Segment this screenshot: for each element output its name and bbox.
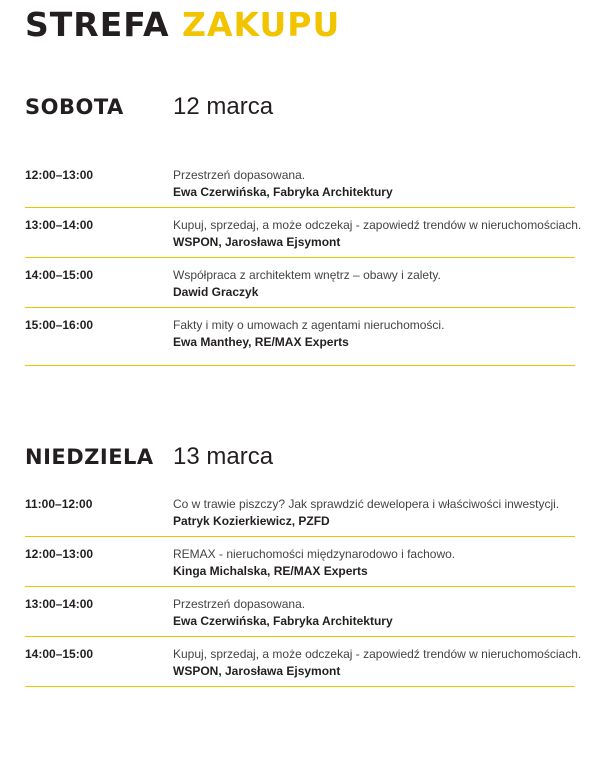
day-name: SOBOTA <box>25 95 124 119</box>
session-time: 13:00–14:00 <box>25 597 94 611</box>
session-title: Kupuj, sprzedaj, a może odczekaj - zapowiedź trendów w nieruchomościach. <box>173 218 582 232</box>
session-time: 15:00–16:00 <box>25 318 94 332</box>
day-section-sobota <box>25 92 582 349</box>
day-name: NIEDZIELA <box>25 445 154 469</box>
title-word-strefa: STREFA <box>25 5 170 44</box>
session-speaker: Ewa Czerwińska, Fabryka Architektury <box>173 614 393 628</box>
day-date: 12 marca <box>173 93 274 120</box>
session-speaker: Dawid Graczyk <box>173 285 259 299</box>
session-speaker: Patryk Kozierkiewicz, PZFD <box>173 514 330 528</box>
page-title <box>25 4 340 46</box>
session-title: Co w trawie piszczy? Jak sprawdzić dewelopera i właściwości inwestycji. <box>173 497 560 511</box>
day-header <box>25 92 575 126</box>
session-speaker: WSPON, Jarosława Ejsymont <box>173 235 341 249</box>
schedule-row <box>25 587 575 637</box>
schedule-row <box>25 258 575 308</box>
schedule-row <box>25 537 575 587</box>
schedule-row <box>25 158 575 208</box>
day-section-niedziela <box>25 442 582 678</box>
session-title: Współpraca z architektem wnętrz – obawy i zalety. <box>173 268 441 282</box>
schedule-row <box>25 208 582 258</box>
schedule-list <box>25 158 582 366</box>
session-title: Kupuj, sprzedaj, a może odczekaj - zapowiedź trendów w nieruchomościach. <box>173 647 582 661</box>
session-time: 12:00–13:00 <box>25 547 94 561</box>
title-word-zakupu: ZAKUPU <box>182 5 341 44</box>
session-time: 13:00–14:00 <box>25 218 94 232</box>
session-time: 14:00–15:00 <box>25 647 94 661</box>
session-speaker: WSPON, Jarosława Ejsymont <box>173 664 341 678</box>
schedule-row <box>25 637 582 687</box>
session-time: 11:00–12:00 <box>25 497 93 511</box>
session-time: 12:00–13:00 <box>25 168 94 182</box>
schedule-list <box>25 487 582 687</box>
schedule-row <box>25 308 575 366</box>
schedule-row <box>25 487 575 537</box>
session-title: Przestrzeń dopasowana. <box>173 168 306 182</box>
day-date: 13 marca <box>173 443 274 470</box>
session-time: 14:00–15:00 <box>25 268 94 282</box>
session-title: REMAX - nieruchomości międzynarodowo i fachowo. <box>173 547 456 561</box>
session-title: Przestrzeń dopasowana. <box>173 597 306 611</box>
session-title: Fakty i mity o umowach z agentami nieruchomości. <box>173 318 445 332</box>
session-speaker: Ewa Manthey, RE/MAX Experts <box>173 335 349 349</box>
day-header <box>25 442 575 476</box>
session-speaker: Kinga Michalska, RE/MAX Experts <box>173 564 368 578</box>
session-speaker: Ewa Czerwińska, Fabryka Architektury <box>173 185 393 199</box>
